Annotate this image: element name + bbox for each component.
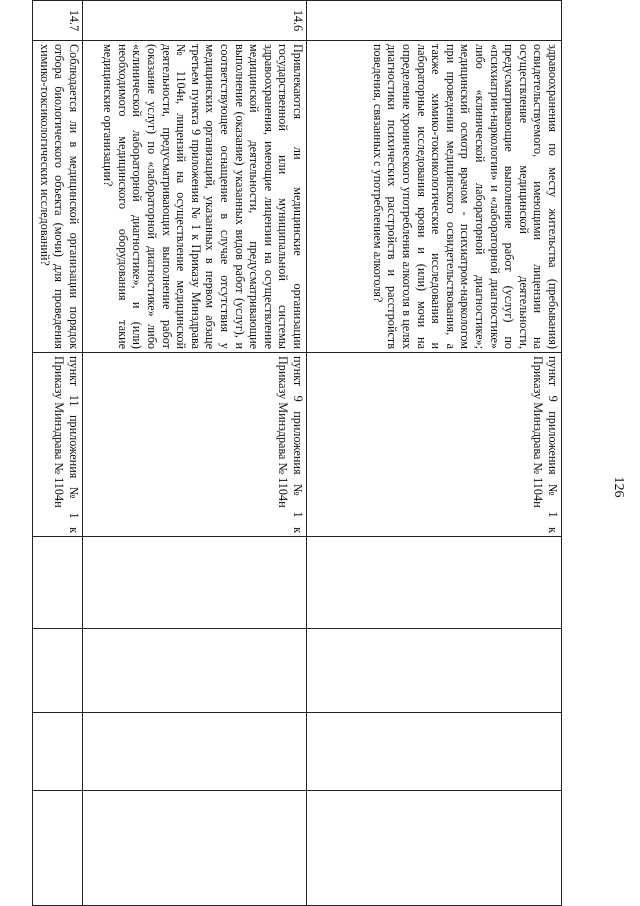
table-row <box>307 1 562 906</box>
row-reference: пункт 9 приложения № 1 к Приказу Минздрава № 1104н <box>83 353 307 537</box>
empty-cell <box>83 791 307 906</box>
empty-cell <box>33 629 83 713</box>
empty-cell <box>83 629 307 713</box>
row-number: 14.7 <box>33 1 83 41</box>
empty-cell <box>307 537 562 629</box>
checklist-table <box>32 0 562 906</box>
page-number: 126 <box>611 476 626 498</box>
row-number: 14.6 <box>83 1 307 41</box>
row-question: Привлекаются ли медицинские организации государственной или муниципальной системы здравоохранения, имеющие лицензии на осуществление медицинской деятельности, предусматривающие выполнение (оказание) указанных видов работ (услуг), и соответствующее оснащение в случае отсутствия у медицинских организаций, указанных в первом абзаце третьем пункта 9 приложения № 1 к Приказу Минздрава № 1104н, лицензий на осуществление медицинской деятельности, предусматривающих выполнение работ (оказание услуг) по «лабораторной диагностике» либо «клинической лабораторной диагностике», и (или) необходимого медицинского оборудования такие медицинские организации? <box>83 41 307 353</box>
empty-cell <box>33 537 83 629</box>
row-question: здравоохранения по месту жительства (пребывания) освидетельствуемого, имеющими лицензии на осуществление медицинской деятельности, предусматривающие выполнение работ (услуг) по «психиатрии-наркологии» и «лабораторной диагностике» либо «клинической лабораторной диагностике»; медицинский осмотр врачом - психиатром-наркологом при проведении медицинского освидетельствования, а также химико-токсикологические исследования и лабораторные исследования крови и (или) мочи на определение хронического употребления алкоголя в целях диагностики психических расстройств и расстройств поведения, связанных с употреблением алкоголя? <box>307 41 562 353</box>
row-reference: пункт 11 приложения № 1 к Приказу Минздрава № 1104н <box>33 353 83 537</box>
row-number <box>307 1 562 41</box>
empty-cell <box>83 713 307 791</box>
row-question: Соблюдается ли в медицинской организации порядок отбора биологического объекта (мочи) для проведения химико-токсикологических исследований? <box>33 41 83 353</box>
empty-cell <box>33 713 83 791</box>
table-row <box>83 1 307 906</box>
empty-cell <box>33 791 83 906</box>
empty-cell <box>83 537 307 629</box>
empty-cell <box>307 713 562 791</box>
table-row <box>33 1 83 906</box>
empty-cell <box>307 629 562 713</box>
row-reference: пункт 9 приложения № 1 к Приказу Минздрава № 1104н <box>307 353 562 537</box>
empty-cell <box>307 791 562 906</box>
